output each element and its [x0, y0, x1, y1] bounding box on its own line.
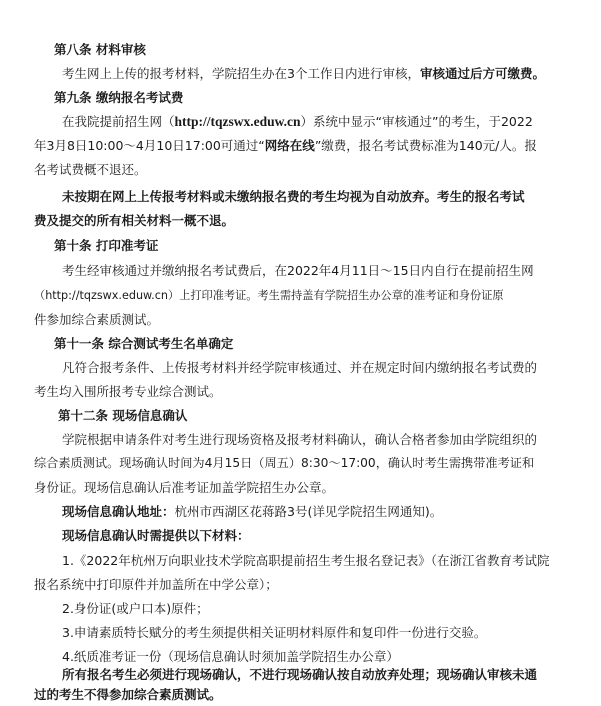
article-12-line-1: 学院根据申请条件对考生进行现场资格及报考材料确认，确认合格者参加由学院组织的	[62, 432, 538, 447]
article-9-text-d: ”缴费，报名考试费标准为140元/人。报	[314, 138, 537, 153]
article-11-heading: 第十一条 综合测试考生名单确定	[54, 336, 234, 351]
article-11-line-2: 考生均入围所报考专业综合测试。	[34, 384, 222, 399]
article-9-notice-line-1: 未按期在网上上传报考材料或未缴纳报名费的考生均视为自动放弃。考生的报名考试	[62, 189, 525, 204]
confirmation-address	[62, 500, 442, 523]
article-9-text-a: 在我院提前招生网（	[62, 114, 175, 129]
address-label: 现场信息确认地址：	[62, 504, 175, 519]
closing-line-2: 过的考生不得参加综合素质测试。	[34, 687, 222, 702]
article-9-line-2	[34, 134, 537, 157]
material-item-2: 2.身份证(或户口本)原件；	[62, 601, 209, 616]
article-9-notice-line-2: 费及提交的所有相关材料一概不退。	[34, 213, 235, 228]
article-11-line-1: 凡符合报考条件、上传报考材料并经学院审核通过、并在规定时间内缴纳报名考试费的	[62, 360, 538, 375]
article-10-line-1: 考生经审核通过并缴纳报名考试费后，在2022年4月11日～15日内自行在提前招生网	[62, 263, 534, 278]
article-10-heading: 第十条 打印准考证	[54, 238, 159, 253]
address-value: 杭州市西湖区花蒋路3号(详见学院招生网通知)。	[174, 504, 443, 519]
enrollment-site-url: http://tqzswx.eduw.cn	[174, 114, 301, 129]
material-item-4: 4.纸质准考证一份（现场信息确认时须加盖学院招生办公章）	[62, 649, 399, 664]
article-9-line-3: 名考试费概不退还。	[34, 162, 147, 177]
article-10-line-2: （http://tqzswx.eduw.cn）上打印准考证。考生需持盖有学院招生办公章的准考证和身份证原	[34, 289, 504, 302]
article-9-heading: 第九条 缴纳报名考试费	[54, 90, 184, 105]
material-item-3: 3.申请素质特长赋分的考生须提供相关证明材料原件和复印件一份进行交验。	[62, 625, 487, 640]
materials-heading: 现场信息确认时需提供以下材料：	[62, 528, 250, 543]
article-9-line-1	[62, 110, 533, 133]
article-12-line-3: 身份证。现场信息确认后准考证加盖学院招生办公章。	[34, 480, 335, 495]
article-9-online-payment: 网络在线	[264, 138, 315, 153]
article-9-text-b: ）系统中显示“审核通过”的考生，于2022	[300, 114, 533, 129]
article-12-line-2: 综合素质测试。现场确认时间为4月15日（周五）8:30～17:00，确认时考生需携带准考证和	[34, 456, 535, 470]
article-10-line-3: 件参加综合素质测试。	[34, 312, 160, 327]
article-9-text-c: 年3月8日10:00～4月10日17:00可通过“	[34, 138, 265, 153]
article-8-paragraph	[62, 62, 545, 85]
article-8-emphasis: 审核通过后方可缴费。	[419, 66, 545, 81]
material-item-1-line-1: 1.《2022年杭州万向职业技术学院高职提前招生考生报名登记表》（在浙江省教育考试院	[62, 553, 550, 568]
article-12-heading: 第十二条 现场信息确认	[58, 408, 188, 423]
closing-line-1: 所有报名考生必须进行现场确认，不进行现场确认按自动放弃处理；现场确认审核未通	[62, 667, 538, 682]
article-8-text: 考生网上上传的报考材料，学院招生办在3个工作日内进行审核，	[62, 66, 420, 81]
article-8-heading: 第八条 材料审核	[54, 42, 146, 57]
material-item-1-line-2: 报名系统中打印原件并加盖所在中学公章）；	[34, 577, 278, 592]
